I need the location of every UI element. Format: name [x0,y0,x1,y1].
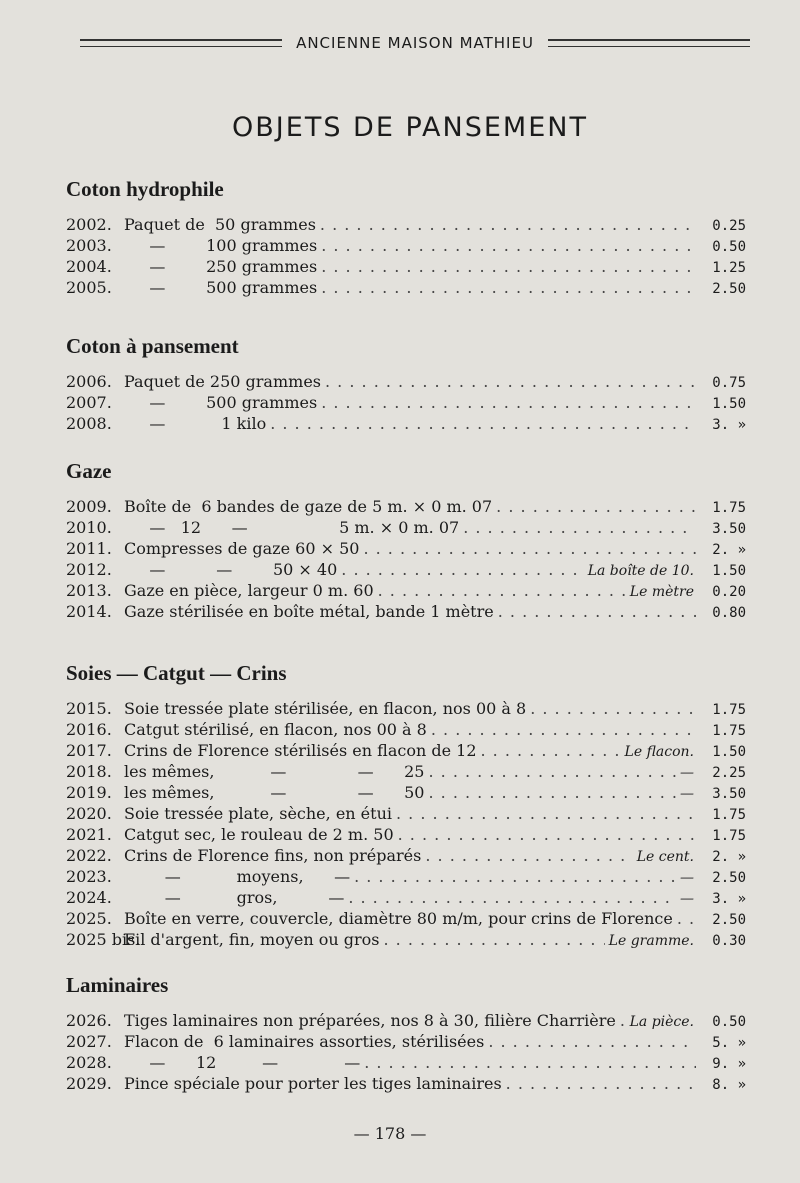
leader-dots [321,392,696,413]
item-number: 2015. [66,699,112,718]
item-unit: La pièce. [629,1014,694,1030]
section [66,333,746,434]
leader-dots [496,496,696,517]
list-item [66,496,746,517]
leader-dots [325,371,696,392]
item-number: 2019. [66,783,112,802]
item-description: Paquet de 50 grammes [124,215,316,234]
list-item [66,277,746,298]
leader-dots [383,929,604,950]
running-header [80,34,750,52]
item-number: 2027. [66,1032,112,1051]
item-number: 2021. [66,825,112,844]
item-price: 5. » [712,1035,746,1051]
item-price: 2.50 [712,281,746,297]
item-price: 1.50 [712,396,746,412]
list-item [66,371,746,392]
item-price: 1.25 [712,260,746,276]
item-number: 2022. [66,846,112,865]
item-price: 3. » [712,417,746,433]
section [66,660,746,950]
leader-dots [321,235,696,256]
list-item [66,1073,746,1094]
item-unit: Le gramme. [608,933,694,949]
item-price: 1.75 [712,807,746,823]
item-description: Gaze stérilisée en boîte métal, bande 1 mètre [124,602,494,621]
page-title: OBJETS DE PANSEMENT [232,112,588,143]
leader-dots [428,761,676,782]
item-unit: — [680,891,694,907]
list-item [66,803,746,824]
section-heading: Coton hydrophile [66,177,224,201]
section [66,458,746,622]
leader-dots [396,803,696,824]
item-description: les mêmes, — — 25 [124,762,425,781]
section [66,972,746,1094]
item-unit: — [680,870,694,886]
item-price: 2. » [712,542,746,558]
leader-dots [348,887,676,908]
list-item [66,719,746,740]
leader-dots [506,1073,696,1094]
item-description: — 500 grammes [124,393,318,412]
leader-dots [463,517,696,538]
section [66,176,746,298]
item-description: Catgut stérilisé, en flacon, nos 00 à 8 [124,720,427,739]
item-number: 2002. [66,215,112,234]
item-price: 2.25 [712,765,746,781]
list-item [66,392,746,413]
item-price: 3.50 [712,521,746,537]
leader-dots [677,908,696,929]
item-description: Soie tressée plate, sèche, en étui [124,804,392,823]
item-number: 2023. [66,867,112,886]
item-description: Catgut sec, le rouleau de 2 m. 50 [124,825,394,844]
item-unit: Le mètre [629,584,694,600]
item-price: 1.75 [712,702,746,718]
list-item [66,929,746,950]
item-price: 0.30 [712,933,746,949]
item-description: — — 50 × 40 [124,560,338,579]
header-rule-left [80,39,282,47]
item-number: 2003. [66,236,112,255]
item-unit: Le cent. [636,849,694,865]
item-number: 2010. [66,518,112,537]
item-number: 2005. [66,278,112,297]
item-price: 1.75 [712,723,746,739]
item-price: 1.75 [712,828,746,844]
list-item [66,214,746,235]
item-number: 2004. [66,257,112,276]
item-number: 2025 bis. [66,930,141,949]
item-unit: Le flacon. [624,744,694,760]
item-number: 2020. [66,804,112,823]
list-item [66,559,746,580]
list-item [66,256,746,277]
list-item [66,1052,746,1073]
item-description: Boîte de 6 bandes de gaze de 5 m. × 0 m. 07 [124,497,493,516]
leader-dots [428,782,676,803]
item-description: Fil d'argent, fin, moyen ou gros [124,930,380,949]
list-item [66,235,746,256]
leader-dots [320,214,696,235]
item-number: 2006. [66,372,112,391]
item-description: Crins de Florence stérilisés en flacon de 12 [124,741,477,760]
item-number: 2013. [66,581,112,600]
item-description: — 12 — — [124,1053,361,1072]
item-price: 3.50 [712,786,746,802]
item-price: 2.50 [712,870,746,886]
item-description: Paquet de 250 grammes [124,372,321,391]
item-number: 2007. [66,393,112,412]
leader-dots [378,580,626,601]
item-description: — 500 grammes [124,278,318,297]
leader-dots [321,277,696,298]
item-description: Soie tressée plate stérilisée, en flacon, nos 00 à 8 [124,699,527,718]
item-price: 9. » [712,1056,746,1072]
item-description: — 12 — 5 m. × 0 m. 07 [124,518,460,537]
header-rule-right [548,39,750,47]
item-unit: — [680,786,694,802]
item-price: 1.75 [712,500,746,516]
item-description: Crins de Florence fins, non préparés [124,846,422,865]
item-number: 2012. [66,560,112,579]
item-price: 0.50 [712,1014,746,1030]
item-description: Gaze en pièce, largeur 0 m. 60 [124,581,374,600]
list-item [66,761,746,782]
list-item [66,845,746,866]
section-heading: Coton à pansement [66,334,239,358]
item-price: 1.50 [712,563,746,579]
list-item [66,538,746,559]
page-number: — 178 — [353,1124,427,1143]
list-item [66,580,746,601]
leader-dots [321,256,696,277]
item-number: 2028. [66,1053,112,1072]
leader-dots [364,1052,696,1073]
header-text: ANCIENNE MAISON MATHIEU [296,34,534,52]
item-price: 0.75 [712,375,746,391]
leader-dots [341,559,583,580]
item-number: 2024. [66,888,112,907]
list-item [66,413,746,434]
list-item [66,908,746,929]
item-price: 8. » [712,1077,746,1093]
leader-dots [488,1031,696,1052]
leader-dots [530,698,696,719]
item-number: 2026. [66,1011,112,1030]
item-number: 2025. [66,909,112,928]
item-price: 0.20 [712,584,746,600]
section-heading: Soies — Catgut — Crins [66,661,287,685]
item-number: 2014. [66,602,112,621]
item-description: Pince spéciale pour porter les tiges laminaires [124,1074,502,1093]
item-price: 2. » [712,849,746,865]
list-item [66,782,746,803]
leader-dots [270,413,696,434]
item-description: — 100 grammes [124,236,318,255]
item-number: 2029. [66,1074,112,1093]
item-number: 2017. [66,741,112,760]
item-description: Compresses de gaze 60 × 50 [124,539,360,558]
item-price: 0.80 [712,605,746,621]
item-number: 2008. [66,414,112,433]
list-item [66,517,746,538]
item-price: 0.25 [712,218,746,234]
leader-dots [431,719,696,740]
leader-dots [481,740,621,761]
item-description: — gros, — [124,888,345,907]
item-price: 1.50 [712,744,746,760]
item-number: 2016. [66,720,112,739]
list-item [66,601,746,622]
list-item [66,1031,746,1052]
section-heading: Gaze [66,459,112,483]
item-number: 2018. [66,762,112,781]
item-unit: La boîte de 10. [587,563,694,579]
list-item [66,740,746,761]
item-unit: — [680,765,694,781]
item-description: Tiges laminaires non préparées, nos 8 à 30, filière Charrière [124,1011,616,1030]
item-description: — moyens, — [124,867,351,886]
item-number: 2011. [66,539,112,558]
item-number: 2009. [66,497,112,516]
leader-dots [398,824,696,845]
item-description: les mêmes, — — 50 [124,783,425,802]
list-item [66,1010,746,1031]
list-item [66,698,746,719]
item-price: 0.50 [712,239,746,255]
list-item [66,887,746,908]
item-description: Boîte en verre, couvercle, diamètre 80 m/m, pour crins de Florence [124,909,673,928]
item-price: 3. » [712,891,746,907]
item-description: Flacon de 6 laminaires assorties, stérilisées [124,1032,485,1051]
section-heading: Laminaires [66,973,169,997]
item-description: — 1 kilo [124,414,267,433]
item-description: — 250 grammes [124,257,318,276]
leader-dots [363,538,696,559]
leader-dots [354,866,676,887]
item-price: 2.50 [712,912,746,928]
list-item [66,824,746,845]
leader-dots [498,601,696,622]
leader-dots [620,1010,626,1031]
leader-dots [425,845,632,866]
list-item [66,866,746,887]
